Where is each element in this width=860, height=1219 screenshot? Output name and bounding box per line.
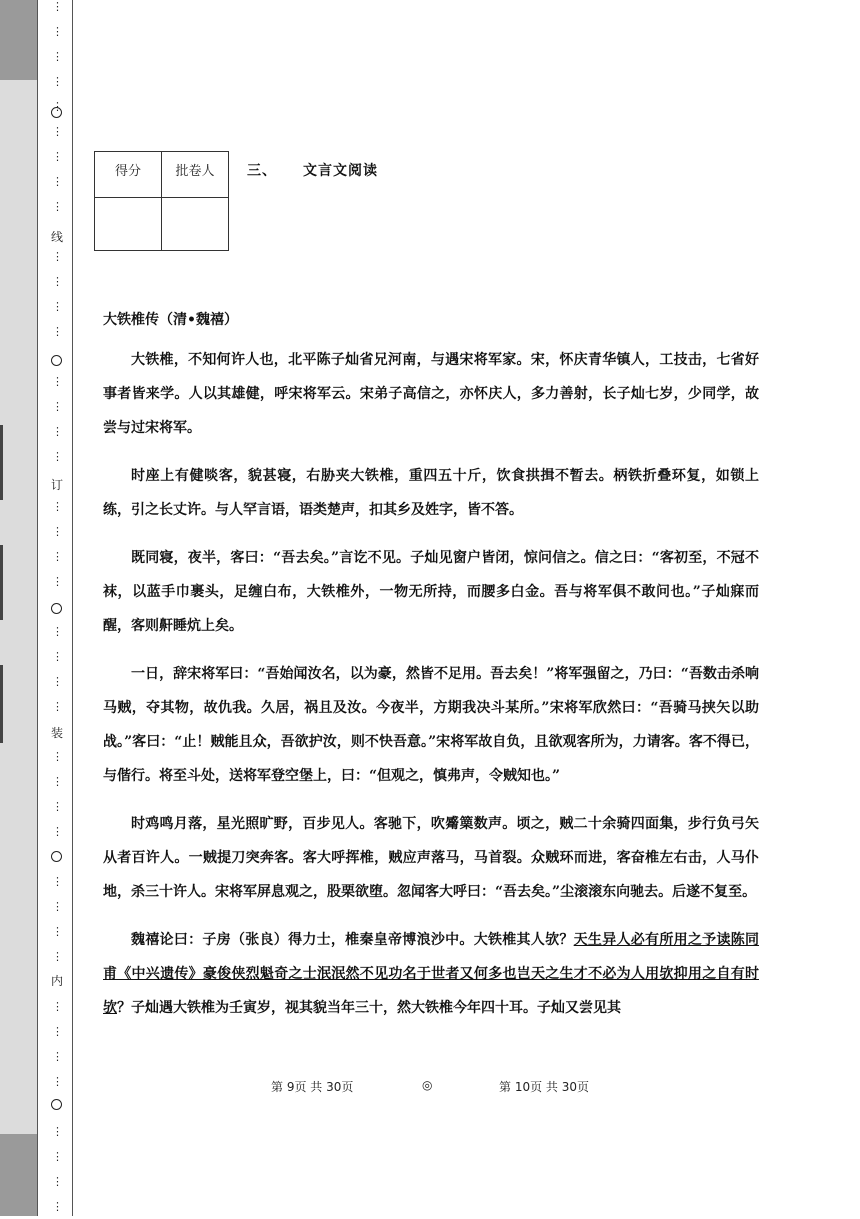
cut-line-dot: ⋮ — [52, 25, 63, 38]
margin-dark-block-bottom — [0, 1134, 37, 1216]
article-paragraph-3: 既同寝，夜半，客曰：“吾去矣。”言讫不见。子灿见窗户皆闭，惊问信之。信之曰：“客初至，不冠不袜，以蓝手巾裹头，足缠白布，大铁椎外，一物无所持，而腰多白金。吾与将军俱不敢问也。”子灿寐而醒，客则鼾睡炕上矣。 — [103, 550, 759, 634]
article — [103, 303, 759, 1039]
binding-margin — [0, 0, 37, 1216]
page-left-rule — [72, 0, 73, 1216]
cut-line-dot: ⋮ — [52, 125, 63, 138]
cut-line-dot: ⋮ — [52, 100, 63, 113]
article-paragraph-commentary — [103, 923, 759, 1025]
article-paragraph-2: 时座上有健啖客，貌甚寝，右胁夹大铁椎，重四五十斤，饮食拱揖不暂去。柄铁折叠环复，如锁上练，引之长丈许。与人罕言语，语类楚声，扣其乡及姓字，皆不答。 — [103, 468, 759, 518]
cut-line-dot: ⋮ — [52, 1050, 63, 1063]
margin-marker-3 — [0, 665, 3, 743]
grader-cell[interactable] — [162, 198, 229, 251]
cut-line-dot: ⋮ — [52, 1125, 63, 1138]
margin-marker-2 — [0, 545, 3, 620]
grader-header: 批卷人 — [162, 152, 229, 198]
cut-line-dot: ⋮ — [52, 375, 63, 388]
cut-line-dot: ⋮ — [52, 325, 63, 338]
cut-line-dot: ⋮ — [52, 800, 63, 813]
cut-line-circle — [51, 851, 62, 862]
cut-line-dot: ⋮ — [52, 950, 63, 963]
cut-line-dot: ⋮ — [52, 625, 63, 638]
binding-label-xian: 线 — [50, 230, 63, 244]
margin-border-line — [37, 0, 38, 1216]
cut-line-dot: ⋮ — [52, 550, 63, 563]
cut-line-dot: ⋮ — [52, 500, 63, 513]
cut-line-dot: ⋮ — [52, 750, 63, 763]
cut-line-circle — [51, 1099, 62, 1110]
cut-line-dot: ⋮ — [52, 300, 63, 313]
score-cell[interactable] — [95, 198, 162, 251]
cut-line-dot: ⋮ — [52, 75, 63, 88]
cut-line-dot: ⋮ — [52, 425, 63, 438]
cut-line-circle — [51, 355, 62, 366]
cut-line-dot: ⋮ — [52, 900, 63, 913]
cut-line-dot: ⋮ — [52, 400, 63, 413]
cut-line-dot: ⋮ — [52, 825, 63, 838]
margin-dark-block-top — [0, 0, 37, 80]
cut-line-dot: ⋮ — [52, 150, 63, 163]
commentary-text-before: 魏禧论曰：子房（张良）得力士，椎秦皇帝博浪沙中。大铁椎其人欤？ — [131, 932, 574, 948]
article-title: 大铁椎传（清•魏禧） — [103, 312, 238, 328]
cut-line-dot: ⋮ — [52, 275, 63, 288]
commentary-underlined-passage: 天生异人必有所用之予读陈同甫《中兴遗传》豪俊侠烈魁奇之士泯泯然不见功名于世者又何多也岂天之生才不必为人用欤抑用之自有时欤 — [103, 932, 760, 1016]
cut-line-dot: ⋮ — [52, 700, 63, 713]
cut-line-circle — [51, 603, 62, 614]
footer-page-left: 第 9页 共 30页 — [271, 1080, 354, 1094]
cut-line-dot: ⋮ — [52, 675, 63, 688]
cut-line-dot: ⋮ — [52, 875, 63, 888]
footer-page-right: 第 10页 共 30页 — [499, 1080, 589, 1094]
binding-label-ding: 订 — [50, 478, 63, 492]
cut-line-dot: ⋮ — [52, 925, 63, 938]
cut-line-dot: ⋮ — [52, 1075, 63, 1088]
cut-line-dot: ⋮ — [52, 650, 63, 663]
cut-line-dot: ⋮ — [52, 50, 63, 63]
section-number: 三、 — [247, 163, 277, 179]
article-paragraph-1: 大铁椎，不知何许人也，北平陈子灿省兄河南，与遇宋将军家。宋，怀庆青华镇人，工技击，七省好事者皆来学。人以其雄健，呼宋将军云。宋弟子高信之，亦怀庆人，多力善射，长子灿七岁，少同学，故尝与过宋将军。 — [103, 352, 759, 436]
cut-line-dot: ⋮ — [52, 775, 63, 788]
cut-line-dot: ⋮ — [52, 1025, 63, 1038]
cut-line-dot: ⋮ — [52, 200, 63, 213]
cut-line-dot: ⋮ — [52, 1150, 63, 1163]
cut-line-dot: ⋮ — [52, 1000, 63, 1013]
footer-symbol: ◎ — [422, 1078, 433, 1092]
score-header: 得分 — [95, 152, 162, 198]
article-paragraph-4: 一日，辞宋将军曰：“吾始闻汝名，以为豪，然皆不足用。吾去矣！”将军强留之，乃曰：“吾数击杀响马贼，夺其物，故仇我。久居，祸且及汝。今夜半，方期我决斗某所。”宋将军欣然曰：“吾骑马挟矢以助战。”客曰：“止！贼能且众，吾欲护汝，则不快吾意。”宋将军故自负，且欲观客所为，力请客。客不得已，与偕行。将至斗处，送将军登空堡上，曰：“但观之，慎弗声，令贼知也。” — [103, 666, 759, 784]
commentary-text-after: ？子灿遇大铁椎为壬寅岁，视其貌当年三十，然大铁椎今年四十耳。子灿又尝见其 — [117, 1000, 621, 1016]
score-table — [94, 151, 229, 251]
margin-marker-1 — [0, 425, 3, 500]
cut-line-dot: ⋮ — [52, 175, 63, 188]
cut-line-dot: ⋮ — [52, 525, 63, 538]
cut-line-dot: ⋮ — [52, 1200, 63, 1213]
binding-label-zhuang: 装 — [50, 726, 63, 740]
cut-line-dot: ⋮ — [52, 450, 63, 463]
section-title: 文言文阅读 — [303, 163, 378, 179]
cut-line-dot: ⋮ — [52, 250, 63, 263]
cut-line-dot: ⋮ — [52, 0, 63, 13]
binding-label-nei: 内 — [50, 974, 63, 988]
section-heading — [247, 160, 378, 180]
cut-line-circle — [51, 107, 62, 118]
cut-line-dot: ⋮ — [52, 575, 63, 588]
cut-line-dot: ⋮ — [52, 1175, 63, 1188]
article-paragraph-5: 时鸡鸣月落，星光照旷野，百步见人。客驰下，吹觱篥数声。顷之，贼二十余骑四面集，步行负弓矢从者百许人。一贼提刀突奔客。客大呼挥椎，贼应声落马，马首裂。众贼环而进，客奋椎左右击，人马仆地，杀三十许人。宋将军屏息观之，股栗欲堕。忽闻客大呼曰：“吾去矣。”尘滚滚东向驰去。后遂不复至。 — [103, 816, 759, 900]
